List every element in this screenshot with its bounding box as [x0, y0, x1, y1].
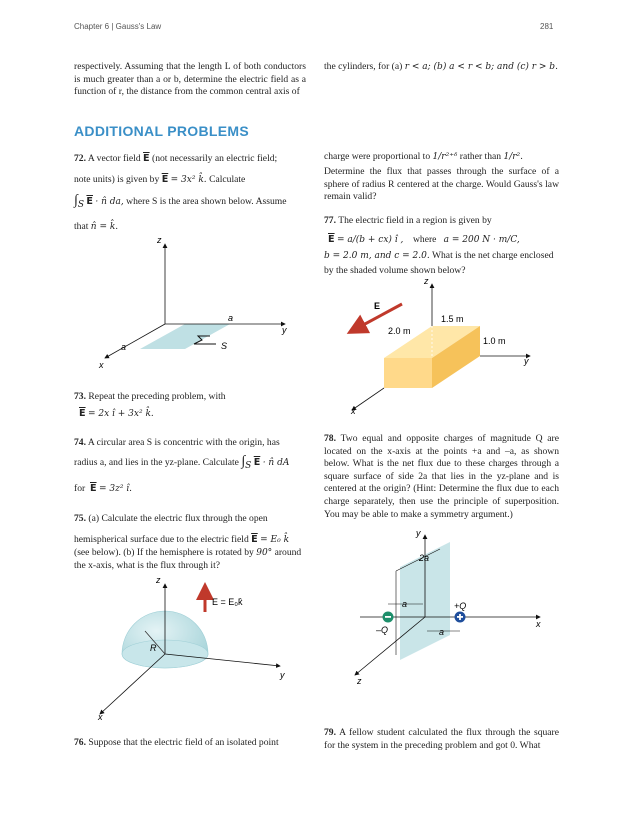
figure-78 — [340, 527, 560, 687]
z-label: z — [157, 235, 162, 245]
x-label: x — [99, 360, 104, 370]
a-label-top: a — [228, 313, 234, 323]
problem-76: 76. Suppose that the electric field of an isolated point — [74, 737, 279, 748]
problem-72-line3: $\int_S$ $\overline{E}$ · n̂ da, where S is the area shown below. Assume — [74, 193, 287, 210]
pos-charge-label: +Q — [454, 601, 467, 611]
a-label-left: a — [402, 599, 408, 609]
x-label: x — [98, 712, 103, 722]
problem-75-line4: the x-axis, what is the flux through it? — [74, 560, 221, 571]
problem-75-line3: (see below). (b) If the hemisphere is rotated by 90° around — [74, 547, 302, 558]
section-title: ADDITIONAL PROBLEMS — [74, 123, 249, 139]
problem-76-rest: Determine the flux that passes through the surface of a sphere of radius R centered at the charge. Would Gauss's law remain valid? — [324, 166, 559, 203]
problem-77-line4: by the shaded volume shown below? — [324, 265, 466, 276]
s-label: S — [221, 341, 228, 351]
problem-78: 78. Two equal and opposite charges of magnitude Q are located on the x-axis at the points +a and –a, as shown below. What is the net flux due to these charges through a square surface of side 2a that lies in the yz-plane and is centered at the origin? (Hint: Determine the flux due to each charge separately, then use the principle of superposition. You may be able to make a symmetry argument.) — [324, 433, 559, 520]
side-label: 2a — [419, 553, 430, 563]
x-label: x — [536, 619, 541, 629]
field-label: E = E₀k̂ — [212, 597, 243, 607]
prev-problem-text: respectively. Assuming that the length L of both conductors is much greater than a or b, determine the electric field as a function of r, the distance from the common central axis of — [74, 61, 306, 98]
problem-77-line3: b = 2.0 m, and c = 2.0. What is the net charge enclosed — [324, 250, 554, 261]
problem-72-line2: note units) is given by $\overline{E} = 3x^2$ k̂. Calculate — [74, 174, 246, 185]
problem-74-line2: radius a, and lies in the yz-plane. Calculate $\int_S$ $\overline{E}$ · n̂ dA — [74, 454, 290, 471]
plus-sign-v-icon — [459, 614, 461, 620]
minus-sign-icon — [385, 616, 391, 618]
dim-1-0m: 1.0 m — [483, 336, 506, 346]
page-number: 281 — [540, 22, 554, 31]
problem-74-line3: for $\overline{E} = 3z^2$ î. — [74, 483, 133, 494]
problem-79: 79. A fellow student calculated the flux through the square for the system in the preceding problem and got 0. What — [324, 727, 560, 751]
y-label: y — [524, 356, 529, 366]
dim-2-0m: 2.0 m — [388, 326, 411, 336]
y-label: y — [282, 325, 287, 335]
x-axis — [352, 388, 384, 410]
figure-77 — [340, 276, 560, 416]
a-label-right: a — [439, 627, 445, 637]
problem-72-line4: that n̂ = k̂. — [74, 221, 119, 232]
box-front — [384, 358, 432, 388]
z-label: z — [357, 676, 362, 686]
prev-problem-right: the cylinders, for (a) r < a; (b) a < r < b; and (c) r > b. — [324, 61, 558, 72]
y-label: y — [280, 670, 285, 680]
problem-73-eq: $\overline{E} = 2x$ î + 3x² k̂. — [79, 408, 154, 419]
e-label: E — [374, 301, 381, 311]
z-label: z — [156, 575, 161, 585]
area-s — [140, 324, 230, 349]
problem-76-cont: charge were proportional to 1/r²⁺ᵟ rather than 1/r². — [324, 151, 524, 162]
z-label: z — [424, 276, 429, 286]
problem-73: 73. Repeat the preceding problem, with — [74, 391, 226, 402]
neg-charge-label: –Q — [376, 625, 389, 635]
figure-75 — [90, 574, 300, 724]
figure-72 — [90, 232, 300, 372]
problem-77-eq: $\overline{E} = a/(b + cx)$ î , where a = 200 N · m/C, — [328, 234, 520, 245]
problem-75: 75. (a) Calculate the electric flux through the open — [74, 513, 268, 524]
r-label: R — [150, 643, 157, 653]
problem-77: 77. The electric field in a region is given by — [324, 215, 492, 226]
chapter-header: Chapter 6 | Gauss's Law — [74, 22, 162, 31]
a-label-left: a — [121, 342, 127, 352]
x-label: x — [351, 406, 356, 416]
problem-74: 74. A circular area S is concentric with the origin, has — [74, 437, 280, 448]
dim-1-5m: 1.5 m — [441, 314, 464, 324]
problem-75-line2: hemispherical surface due to the electric field $\overline{E} = E_0$ k̂ — [74, 534, 290, 545]
y-label: y — [416, 528, 421, 538]
problem-72: 72. A vector field $\overline{E}$ (not necessarily an electric field; — [74, 153, 278, 164]
